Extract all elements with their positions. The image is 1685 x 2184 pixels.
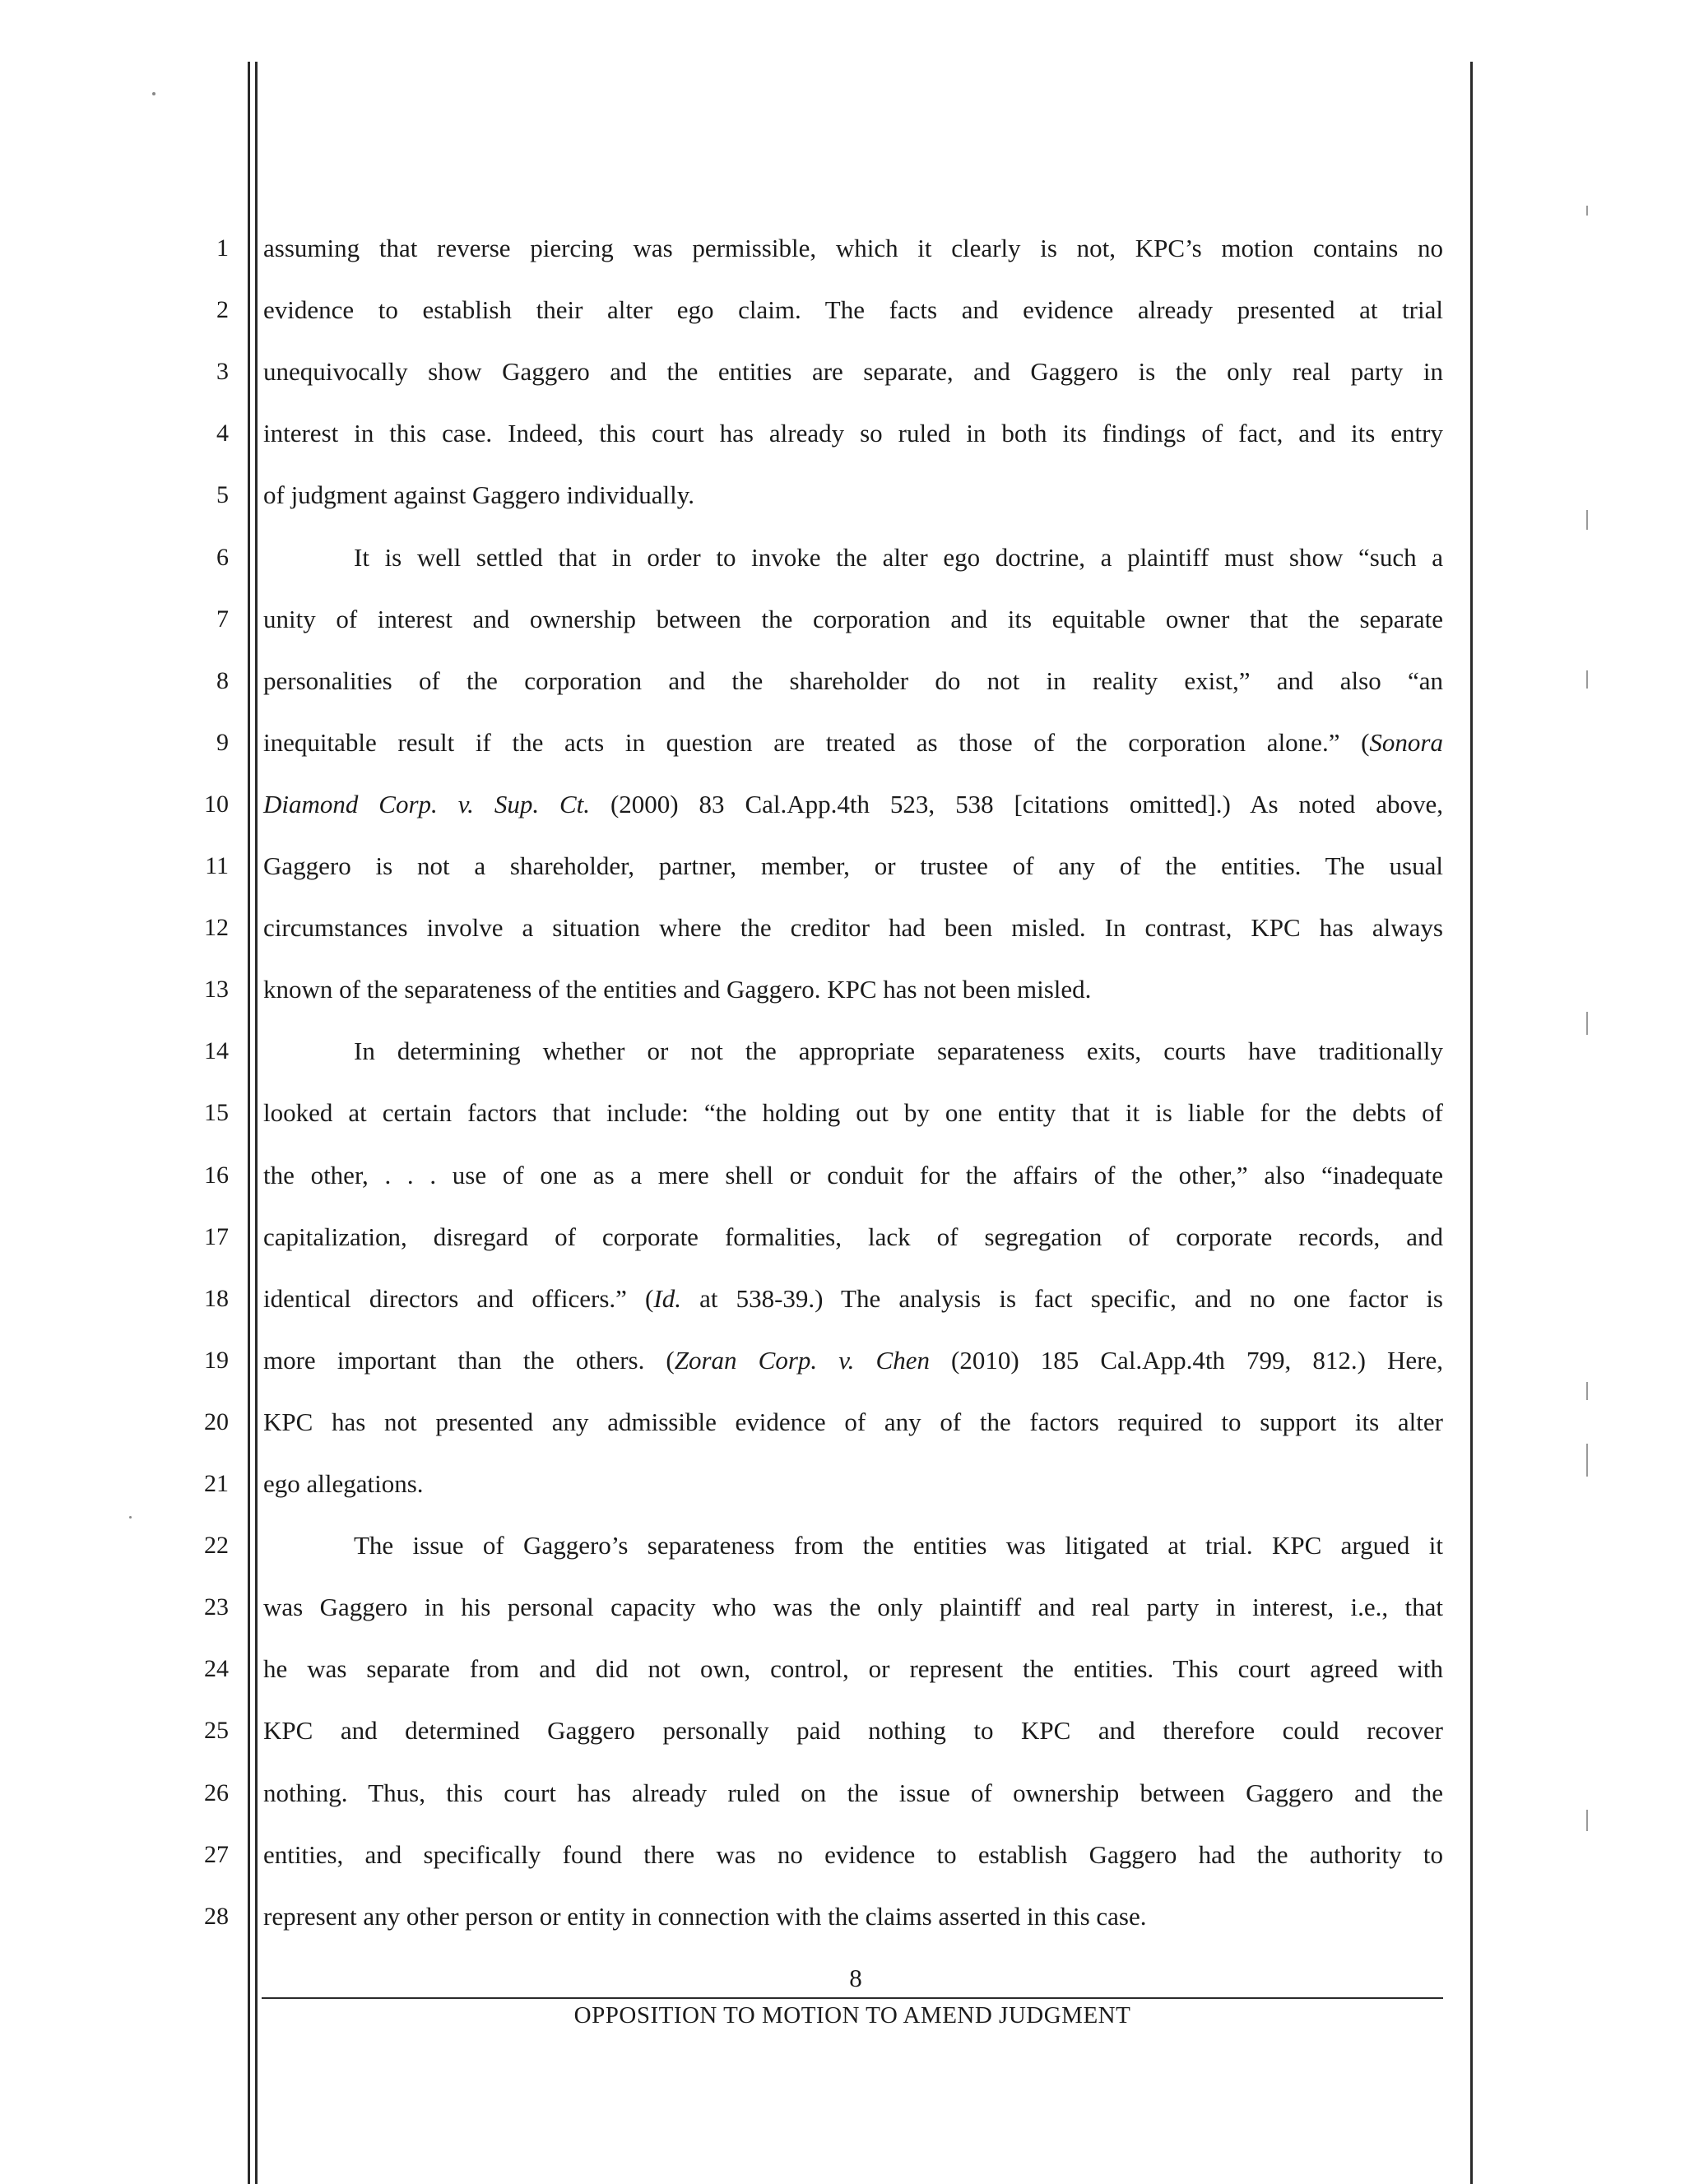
text-line: [263, 1159, 1443, 1192]
text-segment: identical directors and officers.” (: [263, 1284, 654, 1313]
text-line: [263, 1097, 1443, 1129]
text-segment: nothing. Thus, this court has already ruled on the issue of ownership between Gaggero and the: [263, 1778, 1443, 1807]
text-segment: KPC has not presented any admissible evidence of any of the factors required to support its alter: [263, 1407, 1443, 1436]
text-line: [263, 479, 1443, 512]
text-segment: evidence to establish their alter ego claim. The facts and evidence already presented at trial: [263, 295, 1443, 324]
page-number: 8: [849, 1964, 862, 1992]
text-line: [263, 1839, 1443, 1871]
citation-italic: Id.: [653, 1284, 681, 1313]
line-number: 14: [204, 1037, 229, 1064]
text-segment: interest in this case. Indeed, this court has already so ruled in both its findings of fact, and its entry: [263, 419, 1443, 447]
text-segment: (2010) 185 Cal.App.4th 799, 812.) Here,: [929, 1346, 1443, 1375]
text-segment: looked at certain factors that include: “the holding out by one entity that it is liable for the debts of: [263, 1098, 1443, 1127]
text-segment: (2000) 83 Cal.App.4th 523, 538 [citations omitted].) As noted above,: [590, 790, 1443, 818]
text-segment: circumstances involve a situation where the creditor had been misled. In contrast, KPC has always: [263, 913, 1443, 942]
line-number: 24: [204, 1655, 229, 1682]
text-segment: known of the separateness of the entities and Gaggero. KPC has not been misled.: [263, 975, 1092, 1004]
citation-italic: Zoran Corp. v. Chen: [674, 1346, 930, 1375]
footer-title: OPPOSITION TO MOTION TO AMEND JUDGMENT: [573, 2002, 1131, 2029]
left-margin-rule-inner: [255, 62, 258, 2184]
text-line: [263, 1777, 1443, 1810]
right-margin-rule: [1470, 62, 1473, 2184]
line-number: 2: [216, 296, 229, 323]
line-number: 5: [216, 481, 229, 508]
line-number: 18: [204, 1285, 229, 1312]
text-line: [263, 541, 1443, 574]
text-line: [263, 726, 1443, 759]
line-number: 26: [204, 1779, 229, 1806]
text-line: [263, 1406, 1443, 1439]
text-line: [263, 1714, 1443, 1747]
text-segment: the other, . . . use of one as a mere shell or conduit for the affairs of the other,” also “inadequate: [263, 1161, 1443, 1189]
citation-italic: Diamond Corp. v. Sup. Ct.: [263, 790, 591, 818]
scan-margin-mark: [1586, 1810, 1588, 1831]
text-segment: assuming that reverse piercing was permissible, which it clearly is not, KPC’s motion contains no: [263, 234, 1443, 262]
line-number: 17: [204, 1223, 229, 1250]
text-line: [263, 355, 1443, 388]
line-number: 11: [205, 852, 229, 879]
citation-italic: Sonora: [1369, 728, 1443, 757]
scan-margin-mark: [1586, 1012, 1588, 1035]
text-segment: In determining whether or not the appropriate separateness exits, courts have traditionally: [354, 1036, 1443, 1065]
line-number: 21: [204, 1470, 229, 1497]
scan-speck: [152, 92, 156, 95]
text-segment: personalities of the corporation and the shareholder do not in reality exist,” and also “an: [263, 666, 1443, 695]
text-line: [263, 1035, 1443, 1068]
text-segment: capitalization, disregard of corporate formalities, lack of segregation of corporate records, and: [263, 1222, 1443, 1251]
line-number: 1: [216, 234, 229, 262]
scan-margin-mark: [1586, 510, 1588, 530]
text-segment: was Gaggero in his personal capacity who was the only plaintiff and real party in interest, i.e., that: [263, 1593, 1443, 1621]
text-line: [263, 1591, 1443, 1624]
text-line: [263, 232, 1443, 265]
text-segment: more important than the others. (: [263, 1346, 675, 1375]
text-line: [263, 1468, 1443, 1500]
text-segment: unequivocally show Gaggero and the entities are separate, and Gaggero is the only real party in: [263, 357, 1443, 386]
text-segment: It is well settled that in order to invoke the alter ego doctrine, a plaintiff must show “such a: [354, 543, 1443, 572]
line-number: 10: [204, 791, 229, 818]
footer-rule: [262, 1997, 1443, 1999]
line-number: 7: [216, 605, 229, 633]
scan-margin-mark: [1586, 670, 1588, 689]
line-number: 19: [204, 1347, 229, 1374]
line-number: 20: [204, 1408, 229, 1435]
text-line: [263, 665, 1443, 698]
line-number: 22: [204, 1532, 229, 1559]
scan-margin-mark: [1586, 1444, 1588, 1477]
text-line: [263, 973, 1443, 1006]
line-number: 16: [204, 1162, 229, 1189]
text-segment: ego allegations.: [263, 1469, 424, 1498]
scan-speck: [129, 1516, 132, 1519]
text-segment: entities, and specifically found there was no evidence to establish Gaggero had the authority to: [263, 1840, 1443, 1869]
text-line: [263, 850, 1443, 883]
line-number: 28: [204, 1903, 229, 1930]
line-number: 8: [216, 667, 229, 694]
text-segment: The issue of Gaggero’s separateness from the entities was litigated at trial. KPC argued it: [354, 1531, 1443, 1560]
text-segment: of judgment against Gaggero individually.: [263, 480, 695, 509]
text-segment: unity of interest and ownership between the corporation and its equitable owner that the separate: [263, 605, 1443, 633]
text-segment: represent any other person or entity in connection with the claims asserted in this case.: [263, 1902, 1147, 1931]
scan-margin-mark: [1586, 206, 1588, 216]
line-number: 6: [216, 544, 229, 571]
line-number: 15: [204, 1099, 229, 1126]
line-number: 4: [216, 420, 229, 447]
line-number: 3: [216, 358, 229, 385]
line-number: 12: [204, 914, 229, 941]
text-line: [263, 1282, 1443, 1315]
text-line: [263, 294, 1443, 327]
line-number: 23: [204, 1593, 229, 1621]
text-segment: Gaggero is not a shareholder, partner, member, or trustee of any of the entities. The usual: [263, 851, 1443, 880]
line-number: 9: [216, 729, 229, 756]
text-segment: he was separate from and did not own, control, or represent the entities. This court agreed with: [263, 1654, 1443, 1683]
text-segment: KPC and determined Gaggero personally paid nothing to KPC and therefore could recover: [263, 1716, 1443, 1745]
text-segment: at 538-39.) The analysis is fact specific, and no one factor is: [680, 1284, 1443, 1313]
left-margin-rule-outer: [248, 62, 250, 2184]
text-line: [263, 603, 1443, 636]
line-number: 27: [204, 1841, 229, 1868]
line-number: 13: [204, 976, 229, 1003]
scan-margin-mark: [1586, 1382, 1588, 1400]
text-line: [263, 417, 1443, 450]
text-line: [263, 911, 1443, 944]
text-line: [263, 788, 1443, 821]
text-line: [263, 1653, 1443, 1686]
text-segment: inequitable result if the acts in question are treated as those of the corporation alone.” (: [263, 728, 1370, 757]
text-line: [263, 1900, 1443, 1933]
line-number: 25: [204, 1717, 229, 1744]
text-line: [263, 1344, 1443, 1377]
text-line: [263, 1221, 1443, 1254]
text-line: [263, 1529, 1443, 1562]
